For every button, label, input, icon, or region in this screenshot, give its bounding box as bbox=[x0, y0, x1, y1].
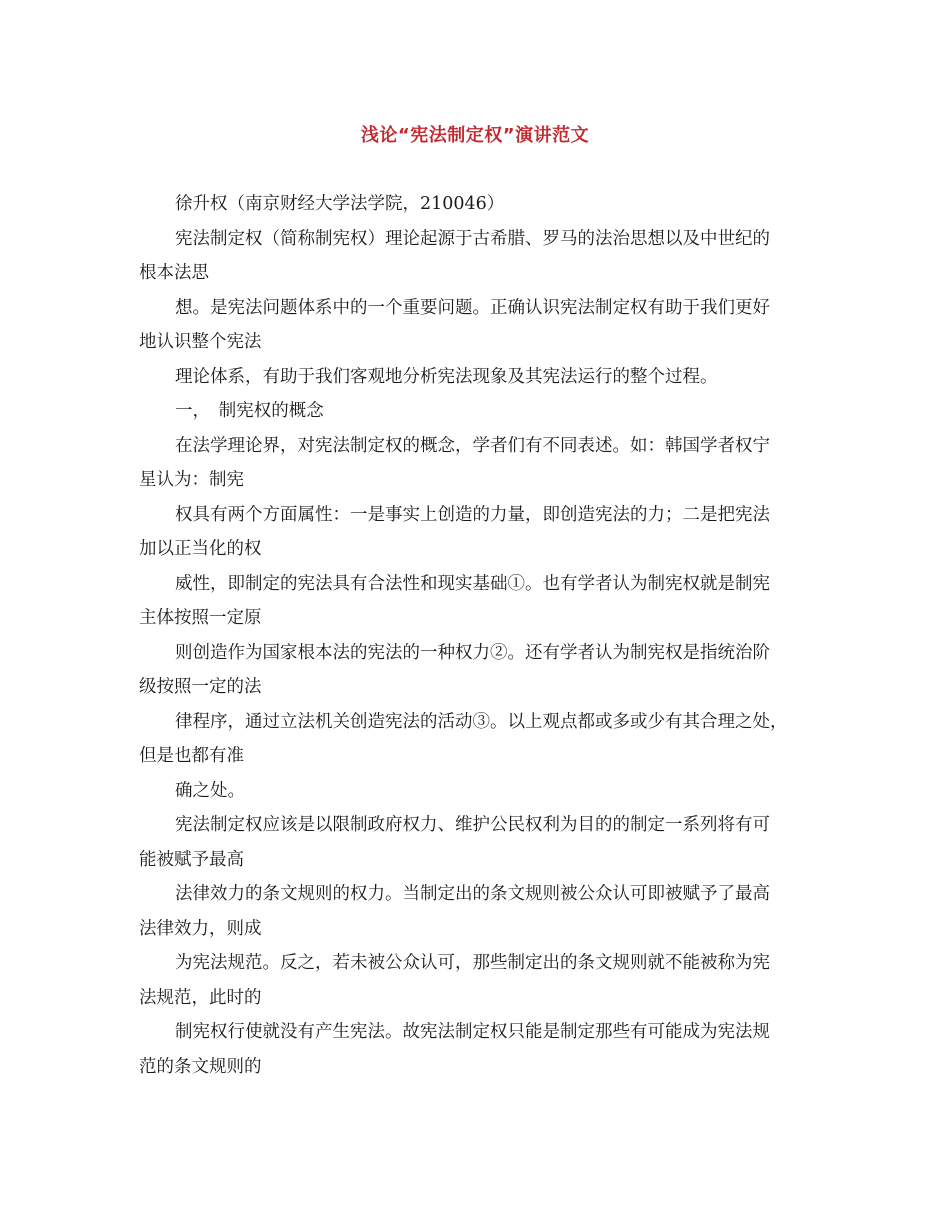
text-line: 制宪权行使就没有产生宪法。故宪法制定权只能是制定那些有可能成为宪法规 bbox=[175, 1022, 770, 1042]
text-line: 主体按照一定原 bbox=[139, 608, 262, 628]
text-line: 威性，即制定的宪法具有合法性和现实基础①。也有学者认为制宪权就是制宪 bbox=[175, 573, 770, 594]
text-line: 为宪法规范。反之，若未被公众认可，那些制定出的条文规则就不能被称为宪 bbox=[175, 953, 770, 973]
text-line: 理论体系，有助于我们客观地分析宪法现象及其宪法运行的整个过程。 bbox=[175, 366, 718, 387]
document-body bbox=[139, 187, 829, 1084]
text-line: 宪法制定权应该是以限制政府权力、维护公民权利为目的的制定一系列将有可 bbox=[175, 815, 770, 835]
text-line: 根本法思 bbox=[139, 263, 209, 283]
text-line: 徐升权（南京财经大学法学院，210046） bbox=[175, 194, 505, 214]
document-title: 浅论“宪法制定权”演讲范文 bbox=[360, 125, 590, 146]
text-line: 法律效力，则成 bbox=[139, 918, 262, 939]
text-line: 确之处。 bbox=[175, 780, 245, 801]
text-line: 星认为：制宪 bbox=[139, 470, 244, 490]
text-line: 律程序，通过立法机关创造宪法的活动③。以上观点都或多或少有其合理之处， bbox=[175, 711, 788, 732]
text-line: 法律效力的条文规则的权力。当制定出的条文规则被公众认可即被赋予了最高 bbox=[175, 884, 770, 904]
text-line: 权具有两个方面属性：一是事实上创造的力量，即创造宪法的力；二是把宪法 bbox=[175, 504, 770, 525]
text-line: 想。是宪法问题体系中的一个重要问题。正确认识宪法制定权有助于我们更好 bbox=[175, 297, 770, 318]
text-line: 能被赋予最高 bbox=[139, 849, 244, 870]
text-line: 则创造作为国家根本法的宪法的一种权力②。还有学者认为制宪权是指统治阶 bbox=[175, 642, 770, 663]
text-line: 法规范，此时的 bbox=[139, 987, 262, 1008]
text-line: 级按照一定的法 bbox=[139, 677, 262, 697]
body-paragraph bbox=[139, 187, 829, 1084]
text-line: 范的条文规则的 bbox=[139, 1056, 262, 1077]
text-line: 地认识整个宪法 bbox=[139, 332, 262, 352]
text-line: 在法学理论界，对宪法制定权的概念，学者们有不同表述。如：韩国学者权宁 bbox=[175, 435, 770, 456]
text-line: 宪法制定权（简称制宪权）理论起源于古希腊、罗马的法治思想以及中世纪的 bbox=[175, 228, 770, 249]
text-line: 但是也都有准 bbox=[139, 746, 244, 766]
text-line: 加以正当化的权 bbox=[139, 539, 262, 559]
text-line: 一， 制宪权的概念 bbox=[175, 401, 324, 421]
